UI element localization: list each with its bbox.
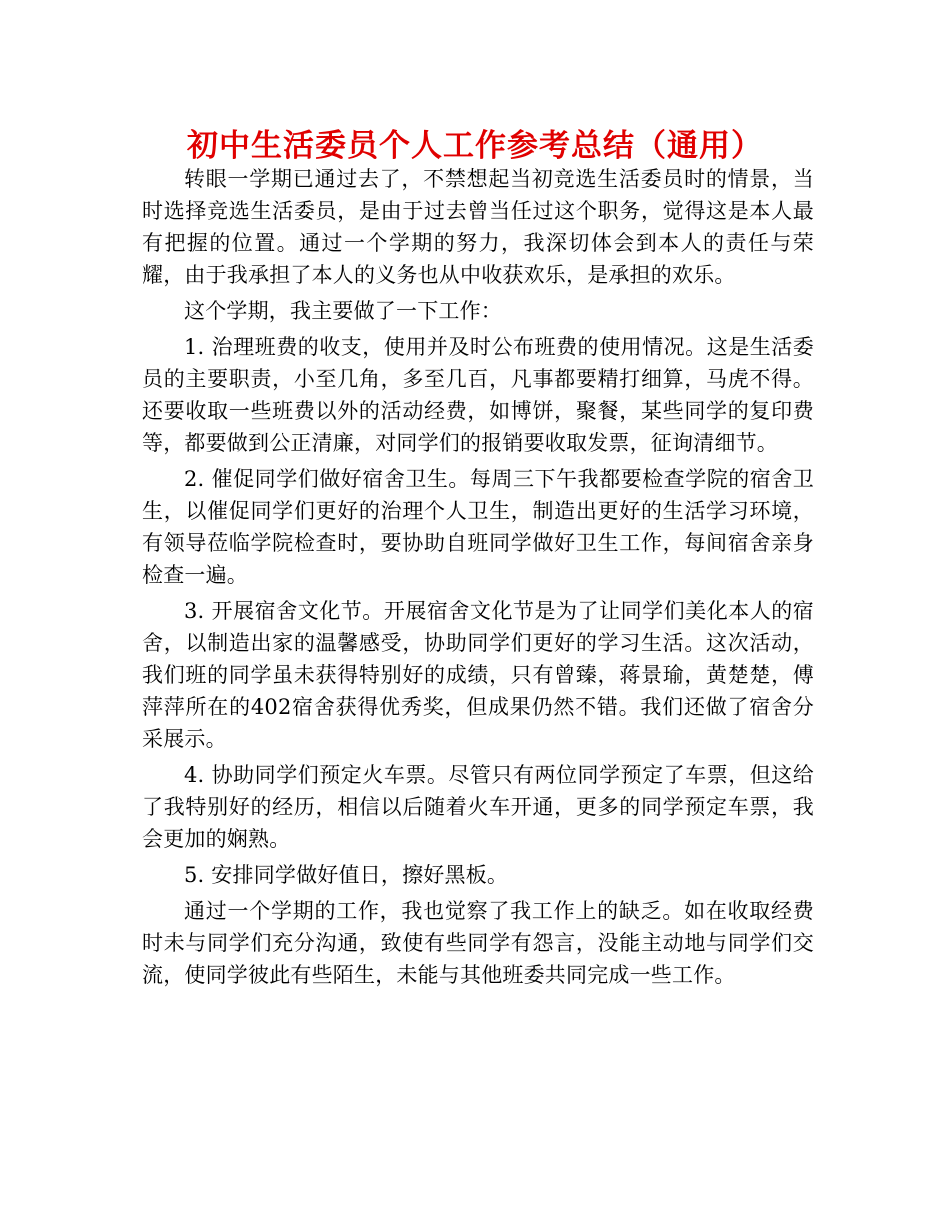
document-body xyxy=(142,163,814,995)
document-title: 初中生活委员个人工作参考总结（通用） xyxy=(187,128,763,164)
paragraph-work-summary-lead: 这个学期，我主要做了一下工作： xyxy=(184,299,502,323)
paragraph-item-1: 1. 治理班费的收支，使用并及时公布班费的使用情况。这是生活委员的主要职责，小至几角，多至几百，凡事都要精打细算，马虎不得。还要收取一些班费以外的活动经费，如博饼，聚餐，某些同学的复印费等，都要做到公正清廉，对同学们的报销要收取发票，征询清细节。 xyxy=(142,335,814,455)
paragraph-item-4: 4. 协助同学们预定火车票。尽管只有两位同学预定了车票，但这给了我特别好的经历，相信以后随着火车开通，更多的同学预定车票，我会更加的娴熟。 xyxy=(142,763,814,851)
paragraph-item-5: 5. 安排同学做好值日，擦好黑板。 xyxy=(184,863,509,887)
paragraph-item-3: 3. 开展宿舍文化节。开展宿舍文化节是为了让同学们美化本人的宿舍，以制造出家的温馨感受，协助同学们更好的学习生活。这次活动，我们班的同学虽未获得特别好的成绩，只有曾臻，蒋景瑜，黄楚楚，傅萍萍所在的402宿舍获得优秀奖，但成果仍然不错。我们还做了宿舍分采展示。 xyxy=(142,599,814,751)
paragraph-item-2: 2. 催促同学们做好宿舍卫生。每周三下午我都要检查学院的宿舍卫生，以催促同学们更好的治理个人卫生，制造出更好的生活学习环境，有领导莅临学院检查时，要协助自班同学做好卫生工作，每间宿舍亲身检查一遍。 xyxy=(142,467,814,587)
paragraph-reflection: 通过一个学期的工作，我也觉察了我工作上的缺乏。如在收取经费时未与同学们充分沟通，致使有些同学有怨言，没能主动地与同学们交流，使同学彼此有些陌生，未能与其他班委共同完成一些工作。 xyxy=(142,899,814,987)
paragraph-intro: 转眼一学期已通过去了，不禁想起当初竞选生活委员时的情景，当时选择竞选生活委员，是由于过去曾当任过这个职务，觉得这是本人最有把握的位置。通过一个学期的努力，我深切体会到本人的责任与荣耀，由于我承担了本人的义务也从中收获欢乐，是承担的欢乐。 xyxy=(142,167,814,287)
